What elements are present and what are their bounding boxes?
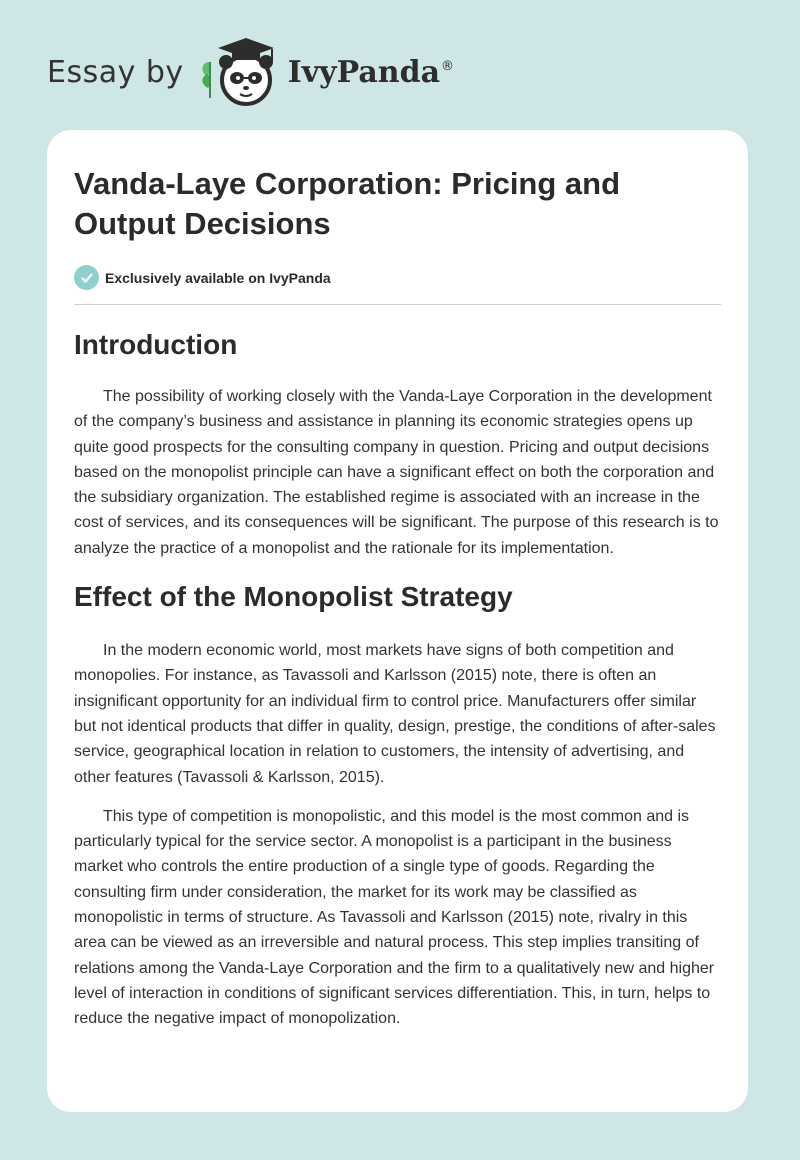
paragraph: The possibility of working closely with the Vanda-Laye Corporation in the development of the company’s business and assistance in planning its economic strategies opens up quite good prospects for the consulting company in question. Pricing and output decisions based on the monopolist principle can have a significant effect on both the corporation and the subsidiary organization. The established regime is associated with an increase in the cost of services, and its consequences will be significant. The purpose of this research is to analyze the practice of a monopolist and the rationale for its implementation.: [74, 388, 719, 557]
check-icon: [74, 265, 99, 290]
section-heading-introduction: Introduction: [74, 329, 238, 360]
exclusive-badge: [74, 265, 721, 290]
panda-mascot-icon: [198, 32, 284, 113]
ivypanda-logo[interactable]: [198, 32, 454, 113]
essay-by-label: Essay by: [47, 54, 184, 90]
brand-name: IvyPanda®: [287, 54, 455, 90]
paragraph: In the modern economic world, most markets have signs of both competition and monopolies. For instance, as Tavassoli and Karlsson (2015) note, there is often an insignificant opportunity for an individual firm to control price. Manufacturers offer similar but not identical products that differ in quality, design, prestige, the conditions of after-sales service, geographical location in relation to customers, the intensity of advertising, and other features (Tavassoli & Karlsson, 2015).: [74, 642, 716, 786]
article-card: [47, 130, 748, 1112]
article-title: Vanda-Laye Corporation: Pricing and Output Decisions: [74, 166, 621, 241]
exclusive-badge-text: Exclusively available on IvyPanda: [105, 269, 331, 286]
site-header: [47, 34, 454, 110]
divider: [74, 304, 721, 305]
section-heading-effect-of-monopolist-strategy: Effect of the Monopolist Strategy: [74, 581, 513, 613]
paragraph: This type of competition is monopolistic, and this model is the most common and is particularly typical for the service sector. A monopolist is a participant in the business market who controls the entire production of a single type of goods. Regarding the consulting firm under consideration, the market for its work may be classified as monopolistic in terms of structure. As Tavassoli and Karlsson (2015) note, rivalry in this area can be viewed as an irreversible and natural process. This step implies transiting of relations among the Vanda-Laye Corporation and the firm to a qualitatively new and higher level of interaction in conditions of significant services differentiation. This, in turn, helps to reduce the negative impact of monopolization.: [74, 807, 715, 1028]
